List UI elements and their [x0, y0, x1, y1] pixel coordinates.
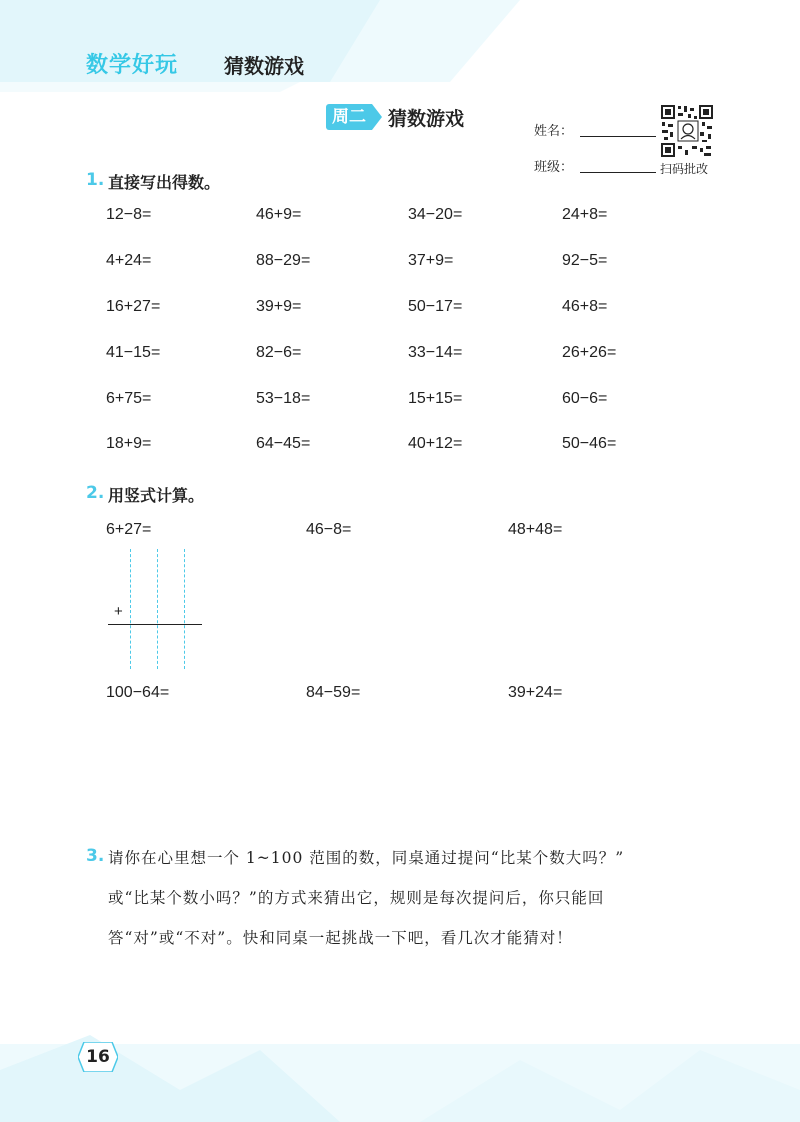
expression-cell: 60−6=: [562, 390, 608, 407]
question3-line: 请你在心里想一个 1~100 范围的数，同桌通过提问“比某个数大吗？”: [108, 849, 625, 867]
expression-cell: 53−18=: [256, 390, 311, 407]
vertical-problem: 84−59=: [306, 684, 361, 701]
column-guide: [184, 549, 185, 669]
qr-caption: 扫码批改: [660, 162, 709, 176]
expression-cell: 39+9=: [256, 298, 302, 315]
vertical-problem: 6+27=: [106, 521, 152, 538]
section2-instruction: 用竖式计算。: [108, 486, 205, 505]
question3-line: 答“对”或“不对”。快和同桌一起挑战一下吧，看几次才能猜对！: [108, 929, 573, 947]
lesson-title: 猜数游戏: [388, 108, 465, 130]
expression-cell: 46+9=: [256, 206, 302, 223]
footer-banner: [0, 1030, 800, 1122]
plus-sign: +: [114, 603, 123, 620]
expression-cell: 50−17=: [408, 298, 463, 315]
expression-cell: 24+8=: [562, 206, 608, 223]
header-title: 猜数游戏: [224, 54, 304, 78]
day-badge: 周二: [326, 104, 372, 130]
question3-line: 或“比某个数小吗？”的方式来猜出它，规则是每次提问后，你只能回: [108, 889, 605, 907]
expression-cell: 82−6=: [256, 344, 302, 361]
vertical-problem: 48+48=: [508, 521, 563, 538]
day-badge-arrow: [372, 104, 382, 130]
expression-cell: 16+27=: [106, 298, 161, 315]
class-field[interactable]: [580, 172, 656, 173]
expression-cell: 92−5=: [562, 252, 608, 269]
sum-line: [108, 624, 202, 625]
section2-number: 2.: [86, 483, 105, 503]
vertical-problem: 39+24=: [508, 684, 563, 701]
expression-cell: 37+9=: [408, 252, 454, 269]
expression-cell: 50−46=: [562, 435, 617, 452]
expression-cell: 18+9=: [106, 435, 152, 452]
expression-cell: 88−29=: [256, 252, 311, 269]
section3-number: 3.: [86, 846, 105, 866]
section1-instruction: 直接写出得数。: [108, 173, 221, 192]
expression-cell: 12−8=: [106, 206, 152, 223]
expression-cell: 6+75=: [106, 390, 152, 407]
expression-cell: 34−20=: [408, 206, 463, 223]
expression-cell: 26+26=: [562, 344, 617, 361]
expression-cell: 40+12=: [408, 435, 463, 452]
column-guide: [130, 549, 131, 669]
name-label: 姓名：: [534, 124, 574, 139]
expression-cell: 15+15=: [408, 390, 463, 407]
section1-number: 1.: [86, 170, 105, 190]
series-title: 数学好玩: [86, 53, 179, 78]
column-guide: [157, 549, 158, 669]
expression-cell: 46+8=: [562, 298, 608, 315]
qr-code-icon[interactable]: [660, 104, 714, 158]
vertical-problem: 100−64=: [106, 684, 170, 701]
class-label: 班级：: [534, 160, 574, 175]
vertical-problem: 46−8=: [306, 521, 352, 538]
page-number: 16: [86, 1047, 110, 1067]
expression-cell: 64−45=: [256, 435, 311, 452]
expression-cell: 33−14=: [408, 344, 463, 361]
expression-cell: 4+24=: [106, 252, 152, 269]
name-field[interactable]: [580, 136, 656, 137]
expression-cell: 41−15=: [106, 344, 161, 361]
